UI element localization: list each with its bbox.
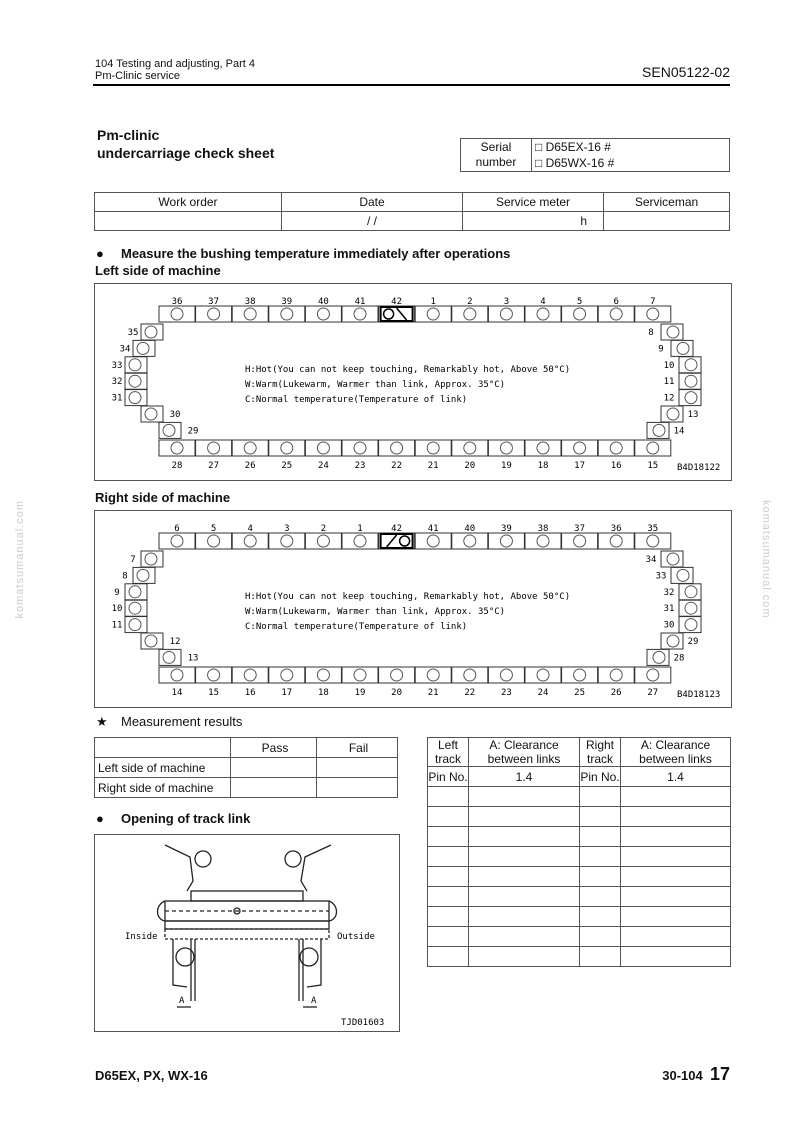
link-marker[interactable] bbox=[281, 308, 293, 320]
link-marker[interactable] bbox=[427, 535, 439, 547]
link-number-label: 7 bbox=[130, 555, 136, 565]
link-marker[interactable] bbox=[677, 342, 689, 354]
link-marker[interactable] bbox=[145, 326, 157, 338]
serviceman-header: Serviceman bbox=[604, 193, 730, 212]
link-number-label: 26 bbox=[610, 688, 622, 698]
link-number-label: 13 bbox=[687, 410, 699, 420]
link-number-label: 23 bbox=[500, 688, 512, 698]
left-clearance-value: 1.4 bbox=[469, 767, 580, 787]
clearance-cell[interactable] bbox=[580, 867, 621, 887]
link-marker[interactable] bbox=[574, 535, 586, 547]
link-number-label: 24 bbox=[537, 688, 549, 698]
link-number-label: 32 bbox=[663, 587, 675, 598]
pin-hole-left bbox=[195, 851, 211, 867]
clearance-cell[interactable] bbox=[428, 847, 469, 867]
link-marker[interactable] bbox=[685, 392, 697, 404]
link-number-label: 35 bbox=[647, 524, 659, 534]
header-rule bbox=[93, 84, 730, 86]
link-marker[interactable] bbox=[464, 535, 476, 547]
header-section: 104 Testing and adjusting, Part 4 bbox=[95, 58, 256, 70]
link-number-label: 3 bbox=[503, 297, 510, 307]
clearance-cell[interactable] bbox=[580, 887, 621, 907]
link-number-label: 15 bbox=[647, 461, 659, 471]
clearance-cell[interactable] bbox=[469, 947, 580, 967]
serial-label: Serial number bbox=[461, 139, 532, 172]
clearance-a-left: A bbox=[179, 996, 185, 1006]
clearance-cell[interactable] bbox=[580, 927, 621, 947]
link-number-label: 12 bbox=[663, 393, 675, 404]
clearance-cell[interactable] bbox=[580, 807, 621, 827]
link-marker[interactable] bbox=[427, 669, 439, 681]
right-side-title: Right side of machine bbox=[95, 490, 231, 505]
link-number-label: 8 bbox=[122, 571, 128, 582]
clearance-cell[interactable] bbox=[621, 887, 731, 907]
right-side-diagram bbox=[94, 510, 732, 708]
link-marker[interactable] bbox=[574, 308, 586, 320]
link-number-label: 8 bbox=[648, 328, 654, 338]
work-order-cell[interactable] bbox=[95, 212, 282, 231]
link-marker[interactable] bbox=[667, 553, 679, 565]
link-number-label: 39 bbox=[281, 297, 293, 307]
service-meter-cell[interactable]: h bbox=[463, 212, 604, 231]
link-marker[interactable] bbox=[610, 442, 622, 454]
link-number-label: 24 bbox=[317, 461, 329, 471]
instruction-text: Measure the bushing temperature immediately after operations bbox=[121, 246, 511, 261]
link-marker[interactable] bbox=[610, 308, 622, 320]
opening-figure-id: TJD01603 bbox=[341, 1018, 385, 1028]
legend-line: W:Warm(Lukewarm, Warmer than link, Approx. 35°C) bbox=[245, 380, 506, 390]
link-number-label: 32 bbox=[111, 377, 123, 388]
link-marker[interactable] bbox=[171, 442, 183, 454]
link-marker[interactable] bbox=[537, 308, 549, 320]
clearance-cell[interactable] bbox=[469, 927, 580, 947]
track-link-cross-section bbox=[95, 835, 399, 1031]
link-marker[interactable] bbox=[317, 669, 329, 681]
link-number-label: 39 bbox=[500, 524, 512, 534]
left-fail-cell[interactable] bbox=[317, 758, 398, 778]
clearance-cell[interactable] bbox=[621, 927, 731, 947]
link-number-label: 36 bbox=[610, 524, 622, 534]
clearance-row bbox=[428, 907, 731, 927]
pin-hole-right bbox=[285, 851, 301, 867]
link-number-label: 13 bbox=[187, 653, 199, 664]
link-marker[interactable] bbox=[384, 309, 394, 319]
link-marker[interactable] bbox=[667, 635, 679, 647]
clearance-a-right: A bbox=[311, 996, 317, 1006]
link-number-label: 11 bbox=[663, 377, 675, 388]
link-marker[interactable] bbox=[129, 392, 141, 404]
link-marker[interactable] bbox=[129, 602, 141, 614]
link-marker[interactable] bbox=[208, 442, 220, 454]
right-pin-no-header: Pin No. bbox=[580, 767, 621, 787]
clearance-table bbox=[427, 737, 731, 967]
clearance-row bbox=[428, 927, 731, 947]
link-number-label: 34 bbox=[645, 555, 657, 565]
footer-page bbox=[662, 1064, 730, 1085]
link-number-label: 17 bbox=[281, 688, 293, 698]
link-number-label: 33 bbox=[111, 360, 123, 371]
link-marker[interactable] bbox=[647, 669, 659, 681]
link-number-label: 20 bbox=[464, 461, 476, 471]
link-marker[interactable] bbox=[500, 669, 512, 681]
results-corner bbox=[95, 738, 231, 758]
serial-option-wx[interactable]: □ D65WX-16 # bbox=[532, 155, 730, 172]
link-marker[interactable] bbox=[574, 442, 586, 454]
left-clearance-header: A: Clearance between links bbox=[469, 738, 580, 767]
right-fail-cell[interactable] bbox=[317, 778, 398, 798]
fail-header: Fail bbox=[317, 738, 398, 758]
link-marker[interactable] bbox=[244, 308, 256, 320]
watermark-right: komatsumanual.com bbox=[760, 500, 772, 619]
split-line bbox=[397, 308, 407, 320]
work-order-table bbox=[94, 192, 730, 231]
link-marker[interactable] bbox=[129, 619, 141, 631]
link-marker[interactable] bbox=[163, 424, 175, 436]
link-marker[interactable] bbox=[427, 442, 439, 454]
link-number-label: 31 bbox=[663, 604, 675, 615]
legend-line: H:Hot(You can not keep touching, Remarkably hot, Above 50°C) bbox=[245, 365, 571, 375]
link-number-label: 12 bbox=[169, 637, 181, 647]
link-number-label: 41 bbox=[427, 524, 439, 534]
clearance-cell[interactable] bbox=[621, 907, 731, 927]
link-marker[interactable] bbox=[137, 569, 149, 581]
star-icon: ★ bbox=[96, 714, 108, 729]
link-marker[interactable] bbox=[667, 408, 679, 420]
link-marker[interactable] bbox=[537, 442, 549, 454]
clearance-row bbox=[428, 827, 731, 847]
link-number-label: 25 bbox=[574, 688, 586, 698]
link-number-label: 31 bbox=[111, 393, 123, 404]
link-marker[interactable] bbox=[685, 619, 697, 631]
link-marker[interactable] bbox=[677, 569, 689, 581]
link-number-label: 35 bbox=[127, 328, 139, 338]
link-marker[interactable] bbox=[574, 669, 586, 681]
link-marker[interactable] bbox=[647, 308, 659, 320]
link-marker[interactable] bbox=[244, 442, 256, 454]
left-track-link-chart bbox=[95, 284, 731, 480]
link-number-label: 20 bbox=[391, 688, 403, 698]
legend-line: C:Normal temperature(Temperature of link) bbox=[245, 395, 468, 405]
serviceman-cell[interactable] bbox=[604, 212, 730, 231]
link-number-label: 29 bbox=[187, 426, 199, 437]
link-marker[interactable] bbox=[610, 669, 622, 681]
clearance-row bbox=[428, 847, 731, 867]
link-number-label: 38 bbox=[244, 297, 256, 307]
link-number-label: 15 bbox=[208, 688, 220, 698]
clearance-cell[interactable] bbox=[580, 847, 621, 867]
link-marker[interactable] bbox=[129, 375, 141, 387]
link-marker[interactable] bbox=[171, 308, 183, 320]
link-marker[interactable] bbox=[500, 308, 512, 320]
link-number-label: 28 bbox=[171, 461, 183, 471]
serial-number-table bbox=[460, 138, 730, 172]
right-clearance-header: A: Clearance between links bbox=[621, 738, 731, 767]
link-number-label: 38 bbox=[537, 524, 549, 534]
clearance-cell[interactable] bbox=[428, 867, 469, 887]
link-marker[interactable] bbox=[317, 308, 329, 320]
link-marker[interactable] bbox=[354, 308, 366, 320]
link-number-label: 19 bbox=[500, 461, 512, 471]
clearance-cell[interactable] bbox=[428, 807, 469, 827]
link-number-label: 27 bbox=[647, 688, 659, 698]
right-track-header: Right track bbox=[580, 738, 621, 767]
link-number-label: 25 bbox=[281, 461, 293, 471]
clearance-cell[interactable] bbox=[621, 807, 731, 827]
clearance-cell[interactable] bbox=[469, 827, 580, 847]
clearance-cell[interactable] bbox=[469, 807, 580, 827]
legend-line: H:Hot(You can not keep touching, Remarkably hot, Above 50°C) bbox=[245, 592, 571, 602]
clearance-cell[interactable] bbox=[621, 847, 731, 867]
track-link-opening-diagram bbox=[94, 834, 400, 1032]
legend-line: W:Warm(Lukewarm, Warmer than link, Approx. 35°C) bbox=[245, 607, 506, 617]
link-number-label: 22 bbox=[464, 688, 476, 698]
link-number-label: 23 bbox=[354, 461, 366, 471]
link-number-label: 1 bbox=[430, 297, 436, 307]
link-number-label: 10 bbox=[111, 604, 123, 615]
link-marker[interactable] bbox=[647, 535, 659, 547]
link-number-label: 16 bbox=[244, 688, 256, 698]
link-marker[interactable] bbox=[317, 535, 329, 547]
clearance-cell[interactable] bbox=[428, 927, 469, 947]
left-pass-cell[interactable] bbox=[231, 758, 317, 778]
link-marker[interactable] bbox=[129, 586, 141, 598]
right-side-row-label: Right side of machine bbox=[95, 778, 231, 798]
link-number-label: 18 bbox=[537, 461, 549, 471]
footer-model: D65EX, PX, WX-16 bbox=[95, 1068, 208, 1083]
link-marker[interactable] bbox=[500, 442, 512, 454]
link-number-label: 29 bbox=[687, 637, 699, 647]
link-number-label: 5 bbox=[576, 297, 583, 307]
clearance-cell[interactable] bbox=[469, 907, 580, 927]
link-number-label: 9 bbox=[658, 344, 664, 355]
link-number-label: 11 bbox=[111, 620, 123, 631]
link-number-label: 3 bbox=[284, 524, 290, 534]
clearance-row bbox=[428, 947, 731, 967]
link-number-label: 4 bbox=[247, 524, 253, 534]
link-marker[interactable] bbox=[685, 375, 697, 387]
split-line bbox=[387, 535, 397, 547]
link-marker[interactable] bbox=[537, 535, 549, 547]
link-number-label: 4 bbox=[540, 297, 546, 307]
clearance-cell[interactable] bbox=[580, 787, 621, 807]
clearance-cell[interactable] bbox=[428, 887, 469, 907]
opening-bullet: ● bbox=[96, 811, 104, 826]
link-number-label: 14 bbox=[171, 688, 183, 698]
link-marker[interactable] bbox=[685, 359, 697, 371]
date-header: Date bbox=[282, 193, 463, 212]
left-side-diagram bbox=[94, 283, 732, 481]
link-marker[interactable] bbox=[391, 669, 403, 681]
link-marker[interactable] bbox=[354, 535, 366, 547]
serial-option-ex[interactable]: □ D65EX-16 # bbox=[532, 139, 730, 156]
link-number-label: 37 bbox=[574, 524, 586, 534]
link-number-label: 37 bbox=[208, 297, 220, 307]
link-marker[interactable] bbox=[685, 586, 697, 598]
link-marker[interactable] bbox=[171, 535, 183, 547]
link-marker[interactable] bbox=[653, 651, 665, 663]
link-marker[interactable] bbox=[171, 669, 183, 681]
clearance-row bbox=[428, 787, 731, 807]
right-clearance-value: 1.4 bbox=[621, 767, 731, 787]
link-number-label: 17 bbox=[574, 461, 586, 471]
clearance-cell[interactable] bbox=[469, 867, 580, 887]
opening-title: Opening of track link bbox=[121, 811, 251, 826]
clearance-row bbox=[428, 867, 731, 887]
link-number-label: 22 bbox=[391, 461, 403, 471]
clearance-cell[interactable] bbox=[469, 847, 580, 867]
right-pass-cell[interactable] bbox=[231, 778, 317, 798]
link-number-label: 21 bbox=[427, 461, 439, 471]
link-number-label: 21 bbox=[427, 688, 439, 698]
link-marker[interactable] bbox=[208, 669, 220, 681]
clearance-cell[interactable] bbox=[621, 787, 731, 807]
left-track-header: Left track bbox=[428, 738, 469, 767]
link-number-label: 18 bbox=[317, 688, 329, 698]
clearance-cell[interactable] bbox=[428, 827, 469, 847]
link-number-label: 34 bbox=[119, 344, 131, 355]
link-marker[interactable] bbox=[317, 442, 329, 454]
link-number-label: 42 bbox=[391, 297, 403, 307]
link-number-label: 30 bbox=[663, 620, 675, 631]
watermark-left: komatsumanual.com bbox=[14, 500, 26, 619]
page-number: 17 bbox=[709, 1064, 730, 1084]
link-marker[interactable] bbox=[537, 669, 549, 681]
outside-label: Outside bbox=[337, 932, 375, 942]
legend-line: C:Normal temperature(Temperature of link) bbox=[245, 622, 468, 632]
link-marker[interactable] bbox=[400, 536, 410, 546]
page-title: Pm-clinic undercarriage check sheet bbox=[97, 127, 275, 161]
link-number-label: 16 bbox=[610, 461, 622, 471]
link-marker[interactable] bbox=[244, 535, 256, 547]
link-marker[interactable] bbox=[281, 442, 293, 454]
link-marker[interactable] bbox=[685, 602, 697, 614]
link-marker[interactable] bbox=[354, 669, 366, 681]
results-title: Measurement results bbox=[121, 714, 243, 729]
link-number-label: 41 bbox=[354, 297, 366, 307]
link-number-label: 40 bbox=[317, 297, 329, 307]
clearance-cell[interactable] bbox=[580, 827, 621, 847]
link-number-label: 30 bbox=[169, 410, 181, 420]
link-number-label: 7 bbox=[650, 297, 656, 307]
instruction-bullet: ● bbox=[96, 246, 104, 261]
link-number-label: 26 bbox=[244, 461, 256, 471]
figure-id: B4D18123 bbox=[677, 690, 721, 700]
link-number-label: 2 bbox=[467, 297, 473, 307]
link-number-label: 33 bbox=[655, 571, 667, 582]
link-marker[interactable] bbox=[145, 635, 157, 647]
link-number-label: 6 bbox=[613, 297, 619, 307]
clearance-cell[interactable] bbox=[621, 867, 731, 887]
clearance-cell[interactable] bbox=[428, 947, 469, 967]
link-marker[interactable] bbox=[129, 359, 141, 371]
link-number-label: 28 bbox=[673, 653, 685, 664]
link-number-label: 19 bbox=[354, 688, 366, 698]
clearance-cell[interactable] bbox=[621, 947, 731, 967]
link-marker[interactable] bbox=[163, 651, 175, 663]
link-marker[interactable] bbox=[281, 535, 293, 547]
link-marker[interactable] bbox=[208, 308, 220, 320]
link-marker[interactable] bbox=[354, 442, 366, 454]
clearance-cell[interactable] bbox=[428, 787, 469, 807]
link-marker[interactable] bbox=[427, 308, 439, 320]
header-subsection: Pm-Clinic service bbox=[95, 70, 180, 82]
link-marker[interactable] bbox=[500, 535, 512, 547]
results-table bbox=[94, 737, 398, 798]
link-number-label: 5 bbox=[210, 524, 217, 534]
link-number-label: 10 bbox=[663, 360, 675, 371]
link-number-label: 36 bbox=[171, 297, 183, 307]
clearance-cell[interactable] bbox=[469, 887, 580, 907]
link-marker[interactable] bbox=[145, 408, 157, 420]
link-marker[interactable] bbox=[281, 669, 293, 681]
service-meter-header: Service meter bbox=[463, 193, 604, 212]
left-side-title: Left side of machine bbox=[95, 263, 221, 278]
inside-label: Inside bbox=[125, 932, 158, 942]
link-number-label: 9 bbox=[114, 587, 120, 598]
link-number-label: 40 bbox=[464, 524, 476, 534]
link-number-label: 27 bbox=[208, 461, 220, 471]
link-marker[interactable] bbox=[244, 669, 256, 681]
link-marker[interactable] bbox=[464, 308, 476, 320]
pass-header: Pass bbox=[231, 738, 317, 758]
link-number-label: 42 bbox=[391, 524, 403, 534]
link-marker[interactable] bbox=[647, 442, 659, 454]
link-marker[interactable] bbox=[145, 553, 157, 565]
link-marker[interactable] bbox=[137, 342, 149, 354]
link-number-label: 2 bbox=[320, 524, 327, 534]
clearance-cell[interactable] bbox=[469, 787, 580, 807]
right-track-link-chart bbox=[95, 511, 731, 707]
link-marker[interactable] bbox=[667, 326, 679, 338]
clearance-cell[interactable] bbox=[621, 827, 731, 847]
clearance-cell[interactable] bbox=[580, 947, 621, 967]
left-pin-no-header: Pin No. bbox=[428, 767, 469, 787]
left-side-row-label: Left side of machine bbox=[95, 758, 231, 778]
clearance-cell[interactable] bbox=[580, 907, 621, 927]
page-code: 30-104 bbox=[662, 1068, 703, 1083]
link-number-label: 14 bbox=[673, 426, 685, 437]
link-marker[interactable] bbox=[464, 442, 476, 454]
link-number-label: 6 bbox=[174, 524, 180, 534]
link-marker[interactable] bbox=[610, 535, 622, 547]
link-marker[interactable] bbox=[653, 424, 665, 436]
document-code: SEN05122-02 bbox=[642, 64, 730, 80]
link-marker[interactable] bbox=[208, 535, 220, 547]
link-number-label: 1 bbox=[357, 524, 363, 534]
link-marker[interactable] bbox=[391, 442, 403, 454]
date-cell[interactable]: / / bbox=[282, 212, 463, 231]
figure-id: B4D18122 bbox=[677, 463, 721, 473]
clearance-cell[interactable] bbox=[428, 907, 469, 927]
link-marker[interactable] bbox=[464, 669, 476, 681]
clearance-row bbox=[428, 887, 731, 907]
clearance-row bbox=[428, 807, 731, 827]
work-order-header: Work order bbox=[95, 193, 282, 212]
